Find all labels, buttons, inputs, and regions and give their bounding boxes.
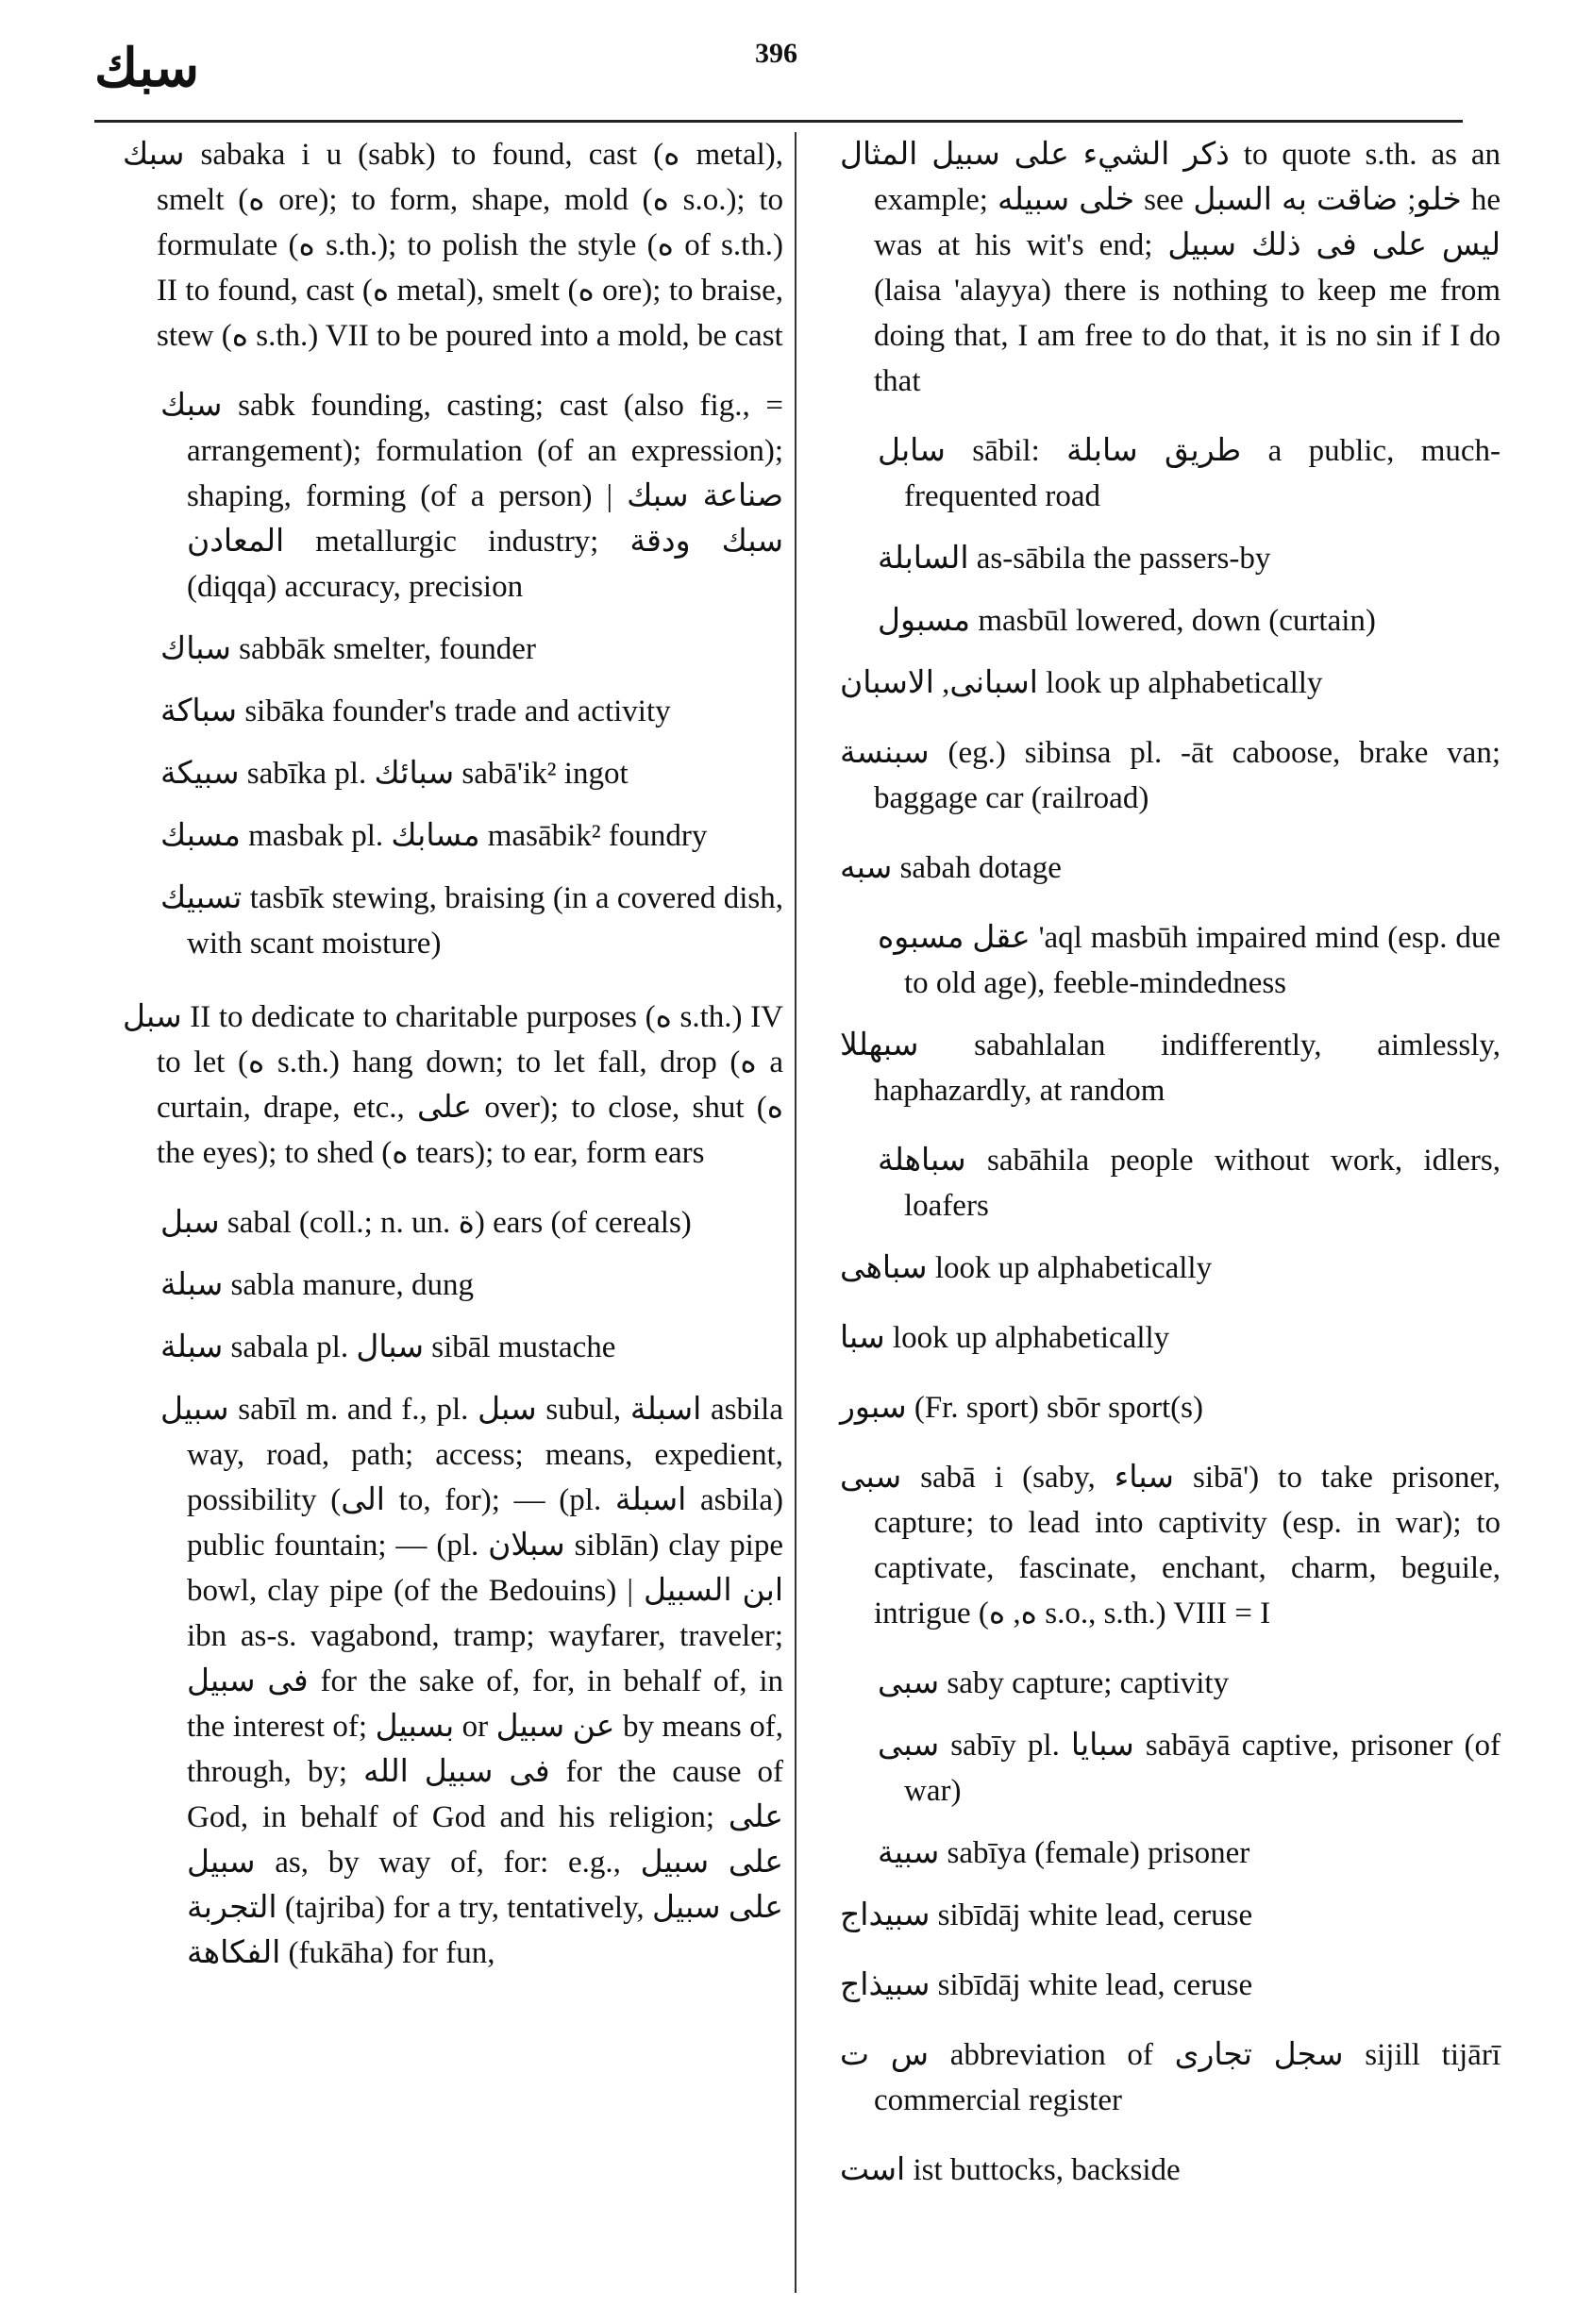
entry-root: سبك sabaka i u (sabk) to found, cast (ه metal), smelt (ه ore); to form, shape, mold (ه s.o.); to formulate (ه s.th.); to polish the style (ه of s.th.) II to found, cast (ه metal), smelt (ه ore); to braise, stew (ه s.th.) VII to be poured into a mold, be cast <box>123 138 784 353</box>
right-column <box>840 132 1501 2217</box>
left-column <box>123 132 783 1993</box>
entry-sub: السابلة as-sābila the passers-by <box>878 542 1271 576</box>
entry-root: س ت abbreviation of سجل تجارى sijill tijārī commercial register <box>840 2038 1501 2117</box>
column-divider <box>795 132 796 2293</box>
entry-sub: مسبك masbak pl. مسابك masābik² foundry <box>160 819 708 853</box>
entry-root: سبيداج sibīdāj white lead, ceruse <box>840 1898 1253 1932</box>
entry-sub: سابل sābil: طريق سابلة a public, much-frequented road <box>878 434 1501 513</box>
running-headword: سبك <box>94 40 200 98</box>
entry-sub: سبيل sabīl m. and f., pl. سبل subul, اسبلة asbila way, road, path; access; means, expedient, possibility (الى to, for); — (pl. اسبلة asbila) public fountain; — (pl. سبلان siblān) clay pipe bowl, clay pipe (of the Bedouins) | ابن السبيل ibn as-s. vagabond, tramp; wayfarer, traveler; فى سبيل for the sake of, for, in behalf of, in the interest of; بسبيل or عن سبيل by means of, through, by; فى سبيل الله for the cause of God, in behalf of God and his religion; على سبيل as, by way of, for: e.g., على سبيل التجربة (tajriba) for a try, tentatively, على سبيل الفكاهة (fukāha) for fun, <box>160 1393 784 1970</box>
entry-root: سبى sabā i (saby, سباء sibā') to take prisoner, capture; to lead into captivity (esp. in war); to captivate, fascinate, enchant, charm, beguile, intrigue (ه, ه s.o., s.th.) VIII = I <box>840 1461 1501 1630</box>
entry-root: سبا look up alphabetically <box>840 1321 1170 1355</box>
entry-root: سبل II to dedicate to charitable purposes (ه s.th.) IV to let (ه s.th.) hang down; to let fall, drop (ه a curtain, drape, etc., على over); to close, shut (ه the eyes); to shed (ه tears); to ear, form ears <box>123 1000 783 1170</box>
entry-sub: مسبول masbūl lowered, down (curtain) <box>878 604 1376 638</box>
entry-sub: سبية sabīya (female) prisoner <box>878 1836 1250 1870</box>
entry-root: سبنسة (eg.) sibinsa pl. -āt caboose, brake van; baggage car (railroad) <box>840 736 1501 815</box>
entry-sub: سباكة sibāka founder's trade and activity <box>160 694 671 728</box>
entry-sub: سباهلة sabāhila people without work, idlers, loafers <box>878 1144 1501 1223</box>
entry-root: سبور (Fr. sport) sbōr sport(s) <box>840 1391 1203 1425</box>
entry-root: سبهللا sabahlalan indifferently, aimlessly, haphazardly, at random <box>840 1028 1501 1108</box>
entry-sub: سبك sabk founding, casting; cast (also fig., = arrangement); formulation (of an expression); shaping, forming (of a person) | صناعة سبك المعادن metallurgic industry; سبك ودقة (diqqa) accuracy, precision <box>160 389 783 604</box>
entry-sub: سبلة sabla manure, dung <box>160 1268 474 1302</box>
entry-sub: سبى saby capture; captivity <box>878 1666 1230 1700</box>
entry-sub: سبلة sabala pl. سبال sibāl mustache <box>160 1330 616 1364</box>
entry-sub: سباك sabbāk smelter, founder <box>160 632 536 666</box>
entry-root: سبيذاج sibīdāj white lead, ceruse <box>840 1968 1253 2002</box>
entry-root: اسبانى, الاسبان look up alphabetically <box>840 666 1323 700</box>
entry-sub: سبل sabal (coll.; n. un. ة) ears (of cereals) <box>160 1206 692 1240</box>
header-rule <box>94 120 1463 123</box>
entry-root: سبه sabah dotage <box>840 851 1062 885</box>
entry-sub: تسبيك tasbīk stewing, braising (in a covered dish, with scant moisture) <box>160 881 783 961</box>
entry-sub: سبيكة sabīka pl. سبائك sabā'ik² ingot <box>160 757 629 791</box>
entry-sub: عقل مسبوه 'aql masbūh impaired mind (esp. due to old age), feeble-mindedness <box>878 921 1501 1000</box>
entry-root: است ist buttocks, backside <box>840 2153 1181 2187</box>
entry-root: سباهى look up alphabetically <box>840 1251 1213 1285</box>
entry-continuation: ذكر الشيء على سبيل المثال to quote s.th. as an example; خلى سبيله see خلو; ضاقت به السبل he was at his wit's end; ليس على فى ذلك سبيل (laisa 'alayya) there is nothing to keep me from doing that, I am free to do that, it is no sin if I do that <box>840 138 1501 398</box>
entry-sub: سبى sabīy pl. سبايا sabāyā captive, prisoner (of war) <box>878 1729 1501 1808</box>
page-number: 396 <box>755 38 797 69</box>
